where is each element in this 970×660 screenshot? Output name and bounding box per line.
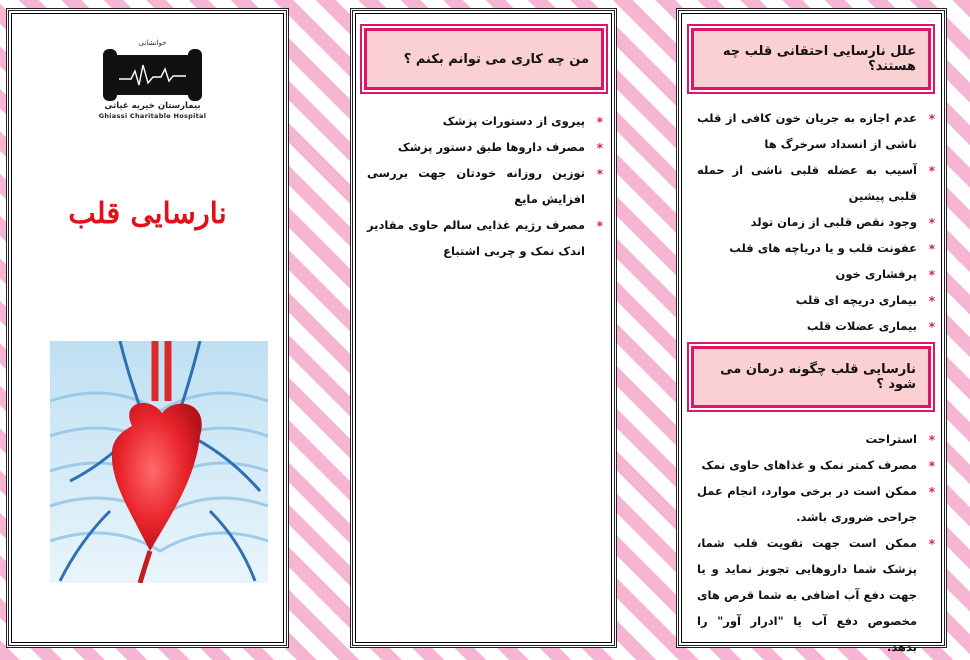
list-item: * پرفشاری خون (697, 261, 941, 287)
treatment-heading (691, 346, 931, 408)
causes-heading-text: علل نارسایی احتقانی قلب چه هستند؟ (722, 44, 916, 74)
list-item: * توزین روزانه خودتان جهت بررسی افزایش مایع (367, 160, 609, 212)
brochure-title: نارسایی قلب (68, 196, 227, 230)
list-item: * بیماری دریچه ای قلب (697, 287, 941, 313)
logo-ecg-icon (95, 43, 210, 105)
tips-list (367, 108, 609, 264)
cover-panel (6, 8, 289, 648)
treatment-list (697, 426, 941, 660)
list-item: * آسیب به عضله قلبی ناشی از حمله قلبی پیشین (697, 157, 941, 209)
hospital-logo (95, 39, 210, 123)
list-item: * استراحت (697, 426, 941, 452)
list-item: * بیماری عضلات قلب (697, 313, 941, 339)
heart-illustration-icon (50, 341, 268, 583)
list-item: * مصرف داروها طبق دستور پزشک (367, 134, 609, 160)
list-item: * عدم اجازه به جریان خون کافی از قلب ناشی از انسداد سرخرگ ها (697, 105, 941, 157)
logo-name-en: Ghiassi Charitable Hospital (98, 112, 207, 120)
list-item: * ممکن است در برخی موارد، انجام عمل جراحی ضروری باشد. (697, 478, 941, 530)
list-item: * وجود نقص قلبی از زمان تولد (697, 209, 941, 235)
tips-panel (350, 8, 617, 648)
list-item: * ممکن است جهت تقویت قلب شما، پزشک شما داروهایی تجویز نماید و یا جهت دفع آب اضافی به شما قرص های مخصوص دفع آب یا "ادرار آور" را بدهد. (697, 530, 941, 660)
treatment-heading-text: نارسایی قلب چگونه درمان می شود ؟ (720, 362, 916, 392)
list-item: * عفونت قلب و یا دریاچه های قلب (697, 235, 941, 261)
causes-heading (691, 28, 931, 90)
tips-heading-text: من چه کاری می توانم بکنم ؟ (403, 51, 589, 67)
list-item: * پیروی از دستورات پزشک (367, 108, 609, 134)
causes-list (697, 105, 941, 339)
tips-heading (364, 28, 604, 90)
info-panel (676, 8, 947, 654)
list-item: * مصرف رژیم غذایی سالم حاوی مقادیر اندک نمک و چربی اشتباع (367, 212, 609, 264)
list-item: * مصرف کمتر نمک و غذاهای حاوی نمک (697, 452, 941, 478)
logo-top-text: خوانشانی (138, 39, 167, 47)
logo-name-fa: بیمارستان خیریه غیاثی (104, 101, 201, 111)
